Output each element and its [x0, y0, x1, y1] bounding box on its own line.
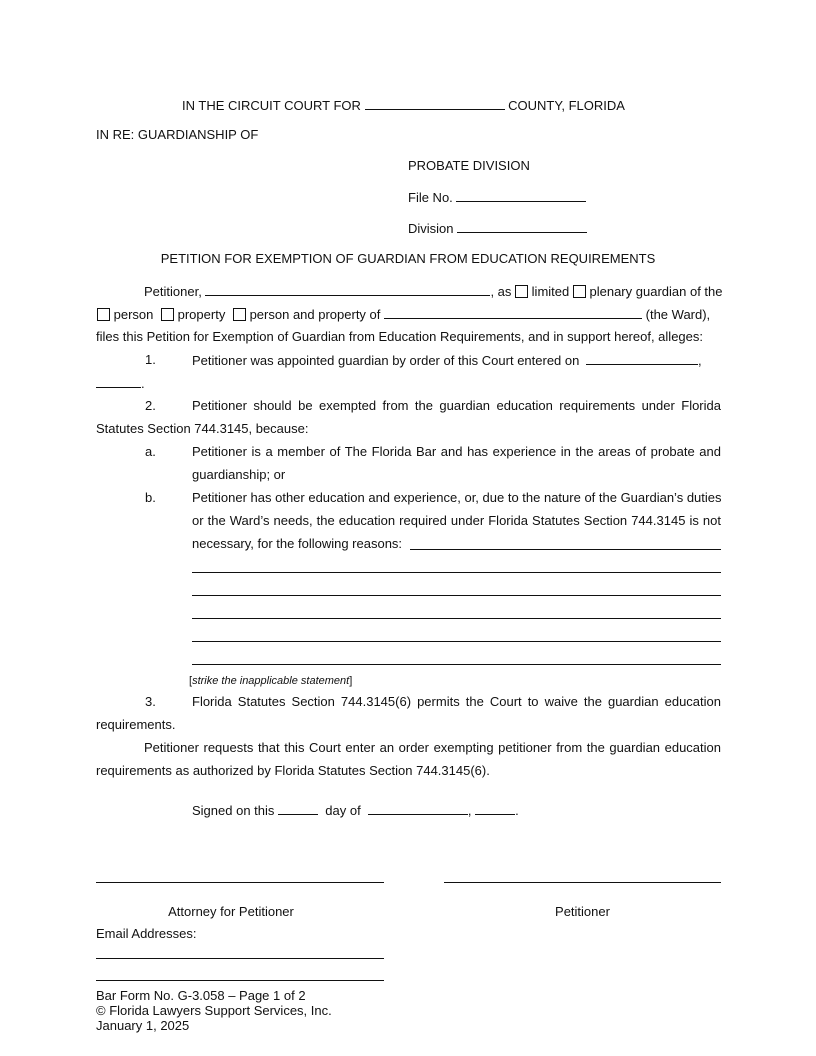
court-caption: IN THE CIRCUIT COURT FOR COUNTY, FLORIDA: [182, 98, 625, 113]
item-2-line-1: Petitioner should be exempted from the guardian education requirements under Florida: [192, 398, 721, 413]
reasons-blank-2[interactable]: [192, 572, 721, 573]
item-b-letter: b.: [145, 490, 156, 505]
footer-form-no: Bar Form No. G-3.058 – Page 1 of 2: [96, 988, 306, 1003]
petitioner-name-blank[interactable]: [205, 283, 490, 296]
item-3-line-1: Florida Statutes Section 744.3145(6) permits the Court to waive the guardian education: [192, 694, 721, 709]
item-3-number: 3.: [145, 694, 156, 709]
reasons-blank-4[interactable]: [192, 618, 721, 619]
strike-note: [strike the inapplicable statement]: [189, 675, 353, 687]
reasons-blank-1[interactable]: [410, 549, 721, 550]
signed-line: Signed on this day of , .: [192, 803, 519, 818]
person-and-property-checkbox[interactable]: [233, 308, 246, 321]
petitioner-label: Petitioner: [555, 904, 610, 919]
item-1-number: 1.: [145, 352, 156, 367]
item-2-line-2: Statutes Section 744.3145, because:: [96, 421, 309, 436]
probate-division: PROBATE DIVISION: [408, 158, 530, 173]
item-2-number: 2.: [145, 398, 156, 413]
signed-year-blank[interactable]: [475, 802, 515, 815]
item-b-line-2: or the Ward’s needs, the education required under Florida Statutes Section 744.3145 is not: [192, 513, 721, 528]
item-3-line-2: requirements.: [96, 717, 176, 732]
appointment-year-blank[interactable]: [96, 375, 141, 388]
item-1-line: Petitioner was appointed guardian by order of this Court entered on ,: [192, 353, 702, 368]
plenary-checkbox[interactable]: [573, 285, 586, 298]
item-a-letter: a.: [145, 444, 156, 459]
appointment-date-blank[interactable]: [586, 352, 698, 365]
ward-line: person property person and property of (the Ward),: [97, 306, 721, 323]
property-checkbox[interactable]: [161, 308, 174, 321]
signed-month-blank[interactable]: [368, 802, 468, 815]
reasons-blank-6[interactable]: [192, 664, 721, 665]
file-no-line: File No.: [408, 189, 586, 206]
petitioner-line: Petitioner, , as limited plenary guardian of the: [144, 284, 723, 299]
in-re-line: IN RE: GUARDIANSHIP OF: [96, 127, 259, 142]
ward-name-blank[interactable]: [384, 306, 642, 319]
reasons-blank-3[interactable]: [192, 595, 721, 596]
item-a-line-1: Petitioner is a member of The Florida Bar and has experience in the areas of probate and: [192, 444, 721, 459]
item-a-line-2: guardianship; or: [192, 467, 286, 482]
file-no-blank[interactable]: [456, 189, 586, 202]
email-blank-1[interactable]: [96, 958, 384, 959]
attorney-signature-line[interactable]: [96, 882, 384, 883]
footer-copyright: © Florida Lawyers Support Services, Inc.: [96, 1003, 332, 1018]
petitioner-signature-line[interactable]: [444, 882, 721, 883]
attorney-label: Attorney for Petitioner: [168, 904, 294, 919]
signed-day-blank[interactable]: [278, 802, 318, 815]
person-checkbox[interactable]: [97, 308, 110, 321]
reasons-blank-5[interactable]: [192, 641, 721, 642]
email-blank-2[interactable]: [96, 980, 384, 981]
email-label: Email Addresses:: [96, 926, 197, 941]
files-line: files this Petition for Exemption of Guardian from Education Requirements, and in support hereof, alleges:: [96, 329, 703, 344]
item-b-line-3: necessary, for the following reasons:: [192, 536, 403, 551]
limited-checkbox[interactable]: [515, 285, 528, 298]
division-line: Division: [408, 220, 587, 237]
county-blank[interactable]: [365, 97, 505, 110]
item-b-line-1: Petitioner has other education and experience, or, due to the nature of the Guardian’s duties: [192, 490, 722, 505]
document-title: PETITION FOR EXEMPTION OF GUARDIAN FROM EDUCATION REQUIREMENTS: [160, 251, 656, 266]
request-line-1: Petitioner requests that this Court enter an order exempting petitioner from the guardian education: [144, 740, 721, 755]
request-line-2: requirements as authorized by Florida Statutes Section 744.3145(6).: [96, 763, 490, 778]
division-blank[interactable]: [457, 220, 587, 233]
appointment-year-line: .: [96, 375, 145, 392]
footer-date: January 1, 2025: [96, 1018, 190, 1033]
